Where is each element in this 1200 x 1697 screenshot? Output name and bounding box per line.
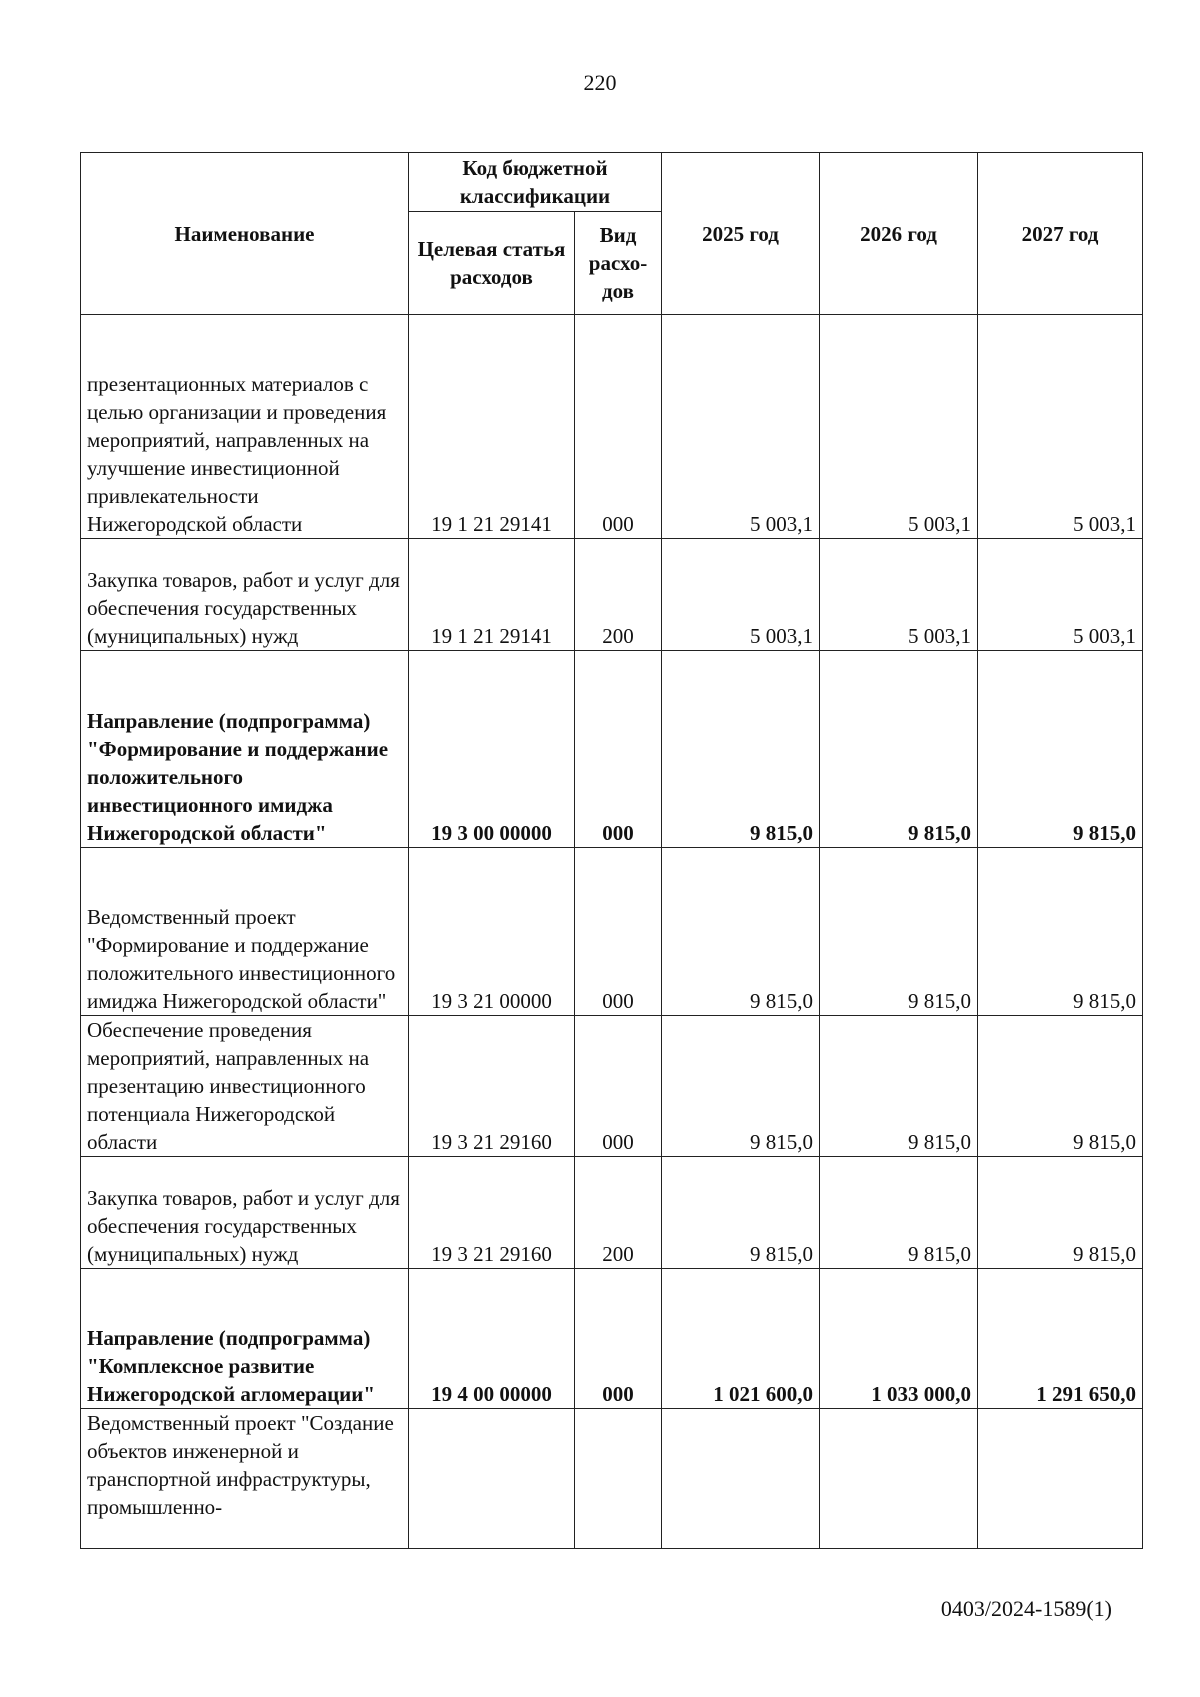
header-2026: 2026 год	[820, 153, 978, 315]
row-expense-type: 000	[575, 1016, 662, 1157]
row-2025: 9 815,0	[662, 651, 820, 848]
row-2027: 9 815,0	[978, 651, 1143, 848]
row-2025: 9 815,0	[662, 1016, 820, 1157]
row-target-article	[409, 1409, 575, 1549]
row-target-article: 19 3 21 29160	[409, 1016, 575, 1157]
table-row	[81, 315, 1143, 539]
row-name: Закупка товаров, работ и услуг для обеспечения государственных (муниципальных) нужд	[81, 1157, 409, 1269]
table-row	[81, 1409, 1143, 1549]
row-2026: 5 003,1	[820, 539, 978, 651]
row-2026: 9 815,0	[820, 1016, 978, 1157]
row-2025	[662, 1409, 820, 1549]
header-expense-type: Вид расхо-дов	[575, 212, 662, 315]
table-row	[81, 848, 1143, 1016]
header-budget-code: Код бюджетной классификации	[409, 153, 662, 212]
document-code: 0403/2024-1589(1)	[940, 1596, 1112, 1621]
row-2027: 5 003,1	[978, 315, 1143, 539]
row-2025: 5 003,1	[662, 315, 820, 539]
row-2027	[978, 1409, 1143, 1549]
row-expense-type	[575, 1409, 662, 1549]
row-2025: 9 815,0	[662, 1157, 820, 1269]
budget-table	[80, 152, 1143, 1549]
row-2026: 9 815,0	[820, 1157, 978, 1269]
row-2026	[820, 1409, 978, 1549]
table-row	[81, 1157, 1143, 1269]
row-target-article: 19 4 00 00000	[409, 1269, 575, 1409]
row-2026: 9 815,0	[820, 651, 978, 848]
page-number: 220	[583, 70, 617, 95]
table-row	[81, 1016, 1143, 1157]
header-2027: 2027 год	[978, 153, 1143, 315]
row-2026: 9 815,0	[820, 848, 978, 1016]
row-target-article: 19 3 21 29160	[409, 1157, 575, 1269]
row-expense-type: 000	[575, 848, 662, 1016]
header-target-article: Целевая статья расходов	[409, 212, 575, 315]
table-row	[81, 1269, 1143, 1409]
row-expense-type: 200	[575, 1157, 662, 1269]
header-name: Наименование	[81, 153, 409, 315]
row-2026: 1 033 000,0	[820, 1269, 978, 1409]
row-2025: 1 021 600,0	[662, 1269, 820, 1409]
row-name: Направление (подпрограмма) "Комплексное развитие Нижегородской агломерации"	[81, 1269, 409, 1409]
row-expense-type: 200	[575, 539, 662, 651]
row-expense-type: 000	[575, 315, 662, 539]
row-target-article: 19 3 00 00000	[409, 651, 575, 848]
row-name: Закупка товаров, работ и услуг для обеспечения государственных (муниципальных) нужд	[81, 539, 409, 651]
header-2025: 2025 год	[662, 153, 820, 315]
row-name: Ведомственный проект "Формирование и поддержание положительного инвестиционного имиджа Нижегородской области"	[81, 848, 409, 1016]
row-2027: 9 815,0	[978, 1157, 1143, 1269]
table-row	[81, 539, 1143, 651]
row-2027: 9 815,0	[978, 1016, 1143, 1157]
row-name: Ведомственный проект "Создание объектов инженерной и транспортной инфраструктуры, промышленно-	[81, 1409, 409, 1549]
row-2027: 1 291 650,0	[978, 1269, 1143, 1409]
row-2026: 5 003,1	[820, 315, 978, 539]
row-expense-type: 000	[575, 1269, 662, 1409]
row-expense-type: 000	[575, 651, 662, 848]
table-row	[81, 651, 1143, 848]
row-name: Направление (подпрограмма) "Формирование и поддержание положительного инвестиционного имиджа Нижегородской области"	[81, 651, 409, 848]
row-name: презентационных материалов с целью организации и проведения мероприятий, направленных на улучшение инвестиционной привлекательности Нижегородской области	[81, 315, 409, 539]
row-target-article: 19 1 21 29141	[409, 539, 575, 651]
row-target-article: 19 3 21 00000	[409, 848, 575, 1016]
row-2027: 9 815,0	[978, 848, 1143, 1016]
row-2027: 5 003,1	[978, 539, 1143, 651]
row-2025: 9 815,0	[662, 848, 820, 1016]
row-target-article: 19 1 21 29141	[409, 315, 575, 539]
row-2025: 5 003,1	[662, 539, 820, 651]
row-name: Обеспечение проведения мероприятий, направленных на презентацию инвестиционного потенциала Нижегородской области	[81, 1016, 409, 1157]
